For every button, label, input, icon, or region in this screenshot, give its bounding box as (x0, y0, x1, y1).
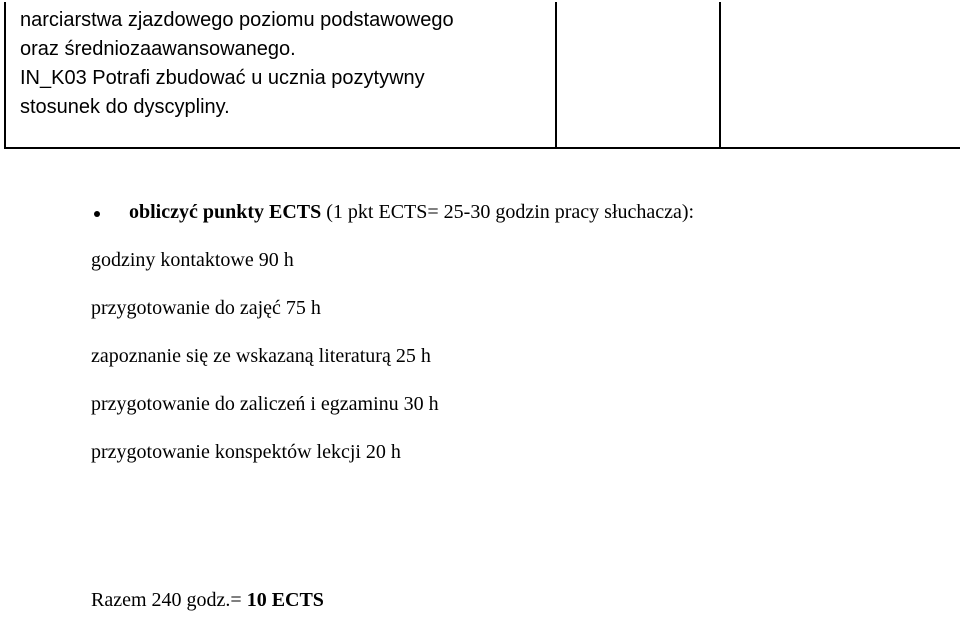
table-cell-empty (720, 2, 960, 148)
ects-heading-bold: obliczyć punkty ECTS (129, 201, 322, 223)
ects-calculation-section (91, 200, 694, 464)
list-item: przygotowanie do zaliczeń i egzaminu 30 h (91, 393, 439, 415)
ects-total-value: 10 ECTS (246, 589, 324, 611)
list-item: godziny kontaktowe 90 h (91, 249, 294, 271)
bullet-icon (94, 211, 100, 217)
table-fragment (4, 2, 960, 149)
ects-total (91, 588, 324, 612)
ects-heading-rest: (1 pkt ECTS= 25-30 godzin pracy słuchacza): (321, 201, 695, 223)
ects-total-prefix: Razem 240 godz.= (91, 589, 247, 611)
hours-list (91, 248, 694, 464)
list-item: przygotowanie konspektów lekcji 20 h (91, 441, 401, 463)
list-item: zapoznanie się ze wskazaną literaturą 25 h (91, 345, 431, 367)
table-cell-empty (556, 2, 720, 148)
table-cell-learning-outcomes (5, 2, 556, 148)
learning-outcomes-text: narciarstwa zjazdowego poziomu podstawowego oraz średniozaawansowanego. IN_K03 Potrafi zbudować u ucznia pozytywny stosunek do dyscypliny. (20, 9, 454, 118)
ects-heading (91, 200, 694, 224)
table-row (5, 2, 960, 148)
list-item: przygotowanie do zajęć 75 h (91, 297, 321, 319)
